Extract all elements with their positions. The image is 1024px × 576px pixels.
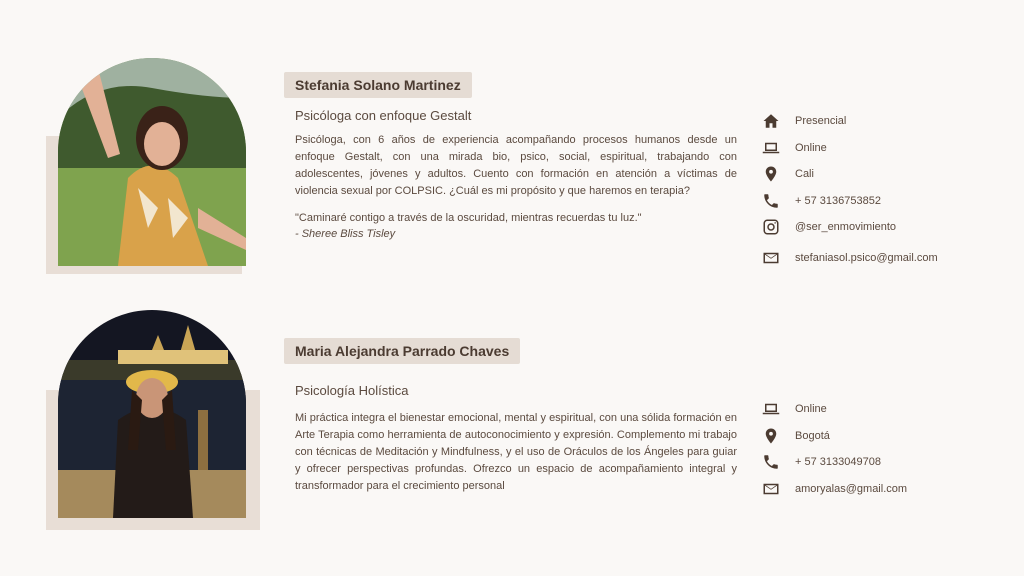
- contact-list: [760, 108, 1000, 271]
- contact-online-text: Online: [795, 403, 827, 416]
- profile-photo-maria: [58, 310, 246, 518]
- profile-name: Stefania Solano Martinez: [284, 72, 472, 98]
- location-pin-icon: [760, 164, 782, 184]
- location-pin-icon: [760, 426, 782, 446]
- profile-photo-frame: [46, 58, 260, 288]
- phone-icon: [760, 191, 782, 211]
- envelope-icon: [760, 248, 782, 268]
- contact-online: [760, 396, 1000, 423]
- contact-email[interactable]: [760, 245, 1000, 272]
- profile-name: Maria Alejandra Parrado Chaves: [284, 338, 520, 364]
- contact-instagram[interactable]: [760, 214, 1000, 241]
- profile-photo-frame: [46, 310, 260, 540]
- profile-bio: Mi práctica integra el bienestar emocional, mental y espiritual, con una sólida formación en Arte Terapia como herramienta de autoconocimiento y expresión. Complemento mi trabajo con técnicas de Meditación y Mindfulness, y el uso de Oráculos de los Ángeles para guiar y ofrecer perspectivas profundas. Ofrezco un espacio de acompañamiento integral y transformador para el crecimiento personal: [295, 412, 737, 492]
- contact-list: [760, 396, 1000, 502]
- home-icon: [760, 111, 782, 131]
- contact-online-text: Online: [795, 141, 827, 154]
- profile-specialty: Psicología Holística: [295, 383, 409, 398]
- contact-online: [760, 135, 1000, 162]
- contact-instagram-text[interactable]: @ser_enmovimiento: [795, 221, 897, 234]
- profile-card-maria: [0, 288, 1024, 576]
- contact-phone-text[interactable]: + 57 3133049708: [795, 456, 881, 469]
- contact-city-text: Cali: [795, 168, 814, 181]
- instagram-icon: [760, 217, 782, 237]
- contact-city: [760, 423, 1000, 450]
- envelope-icon: [760, 479, 782, 499]
- contact-phone-text[interactable]: + 57 3136753852: [795, 194, 881, 207]
- contact-mode: [760, 108, 1000, 135]
- contact-city-text: Bogotá: [795, 429, 830, 442]
- quote-author: - Sheree Bliss Tisley: [295, 228, 396, 240]
- quote-text: "Caminaré contigo a través de la oscuridad, mientras recuerdas tu luz.": [295, 212, 642, 224]
- contact-city: [760, 161, 1000, 188]
- profile-bio: Psicóloga, con 6 años de experiencia acompañando procesos humanos desde un enfoque Gestalt, con una mirada bio, psico, social, espiritual, trabajando con adolescentes, jóvenes y adultos. Cuento con formación en atención a víctimas de violencia sexual por COLPSIC. ¿Cuál es mi propósito y que haremos en terapia?: [295, 134, 737, 197]
- contact-email-text[interactable]: amoryalas@gmail.com: [795, 482, 908, 495]
- contact-mode-text: Presencial: [795, 115, 847, 128]
- laptop-icon: [760, 399, 782, 419]
- phone-icon: [760, 452, 782, 472]
- contact-email-text[interactable]: stefaniasol.psico@gmail.com: [795, 251, 938, 264]
- contact-phone[interactable]: [760, 188, 1000, 215]
- contact-phone[interactable]: [760, 449, 1000, 476]
- profile-photo-stefania: [58, 58, 246, 266]
- profile-quote: [295, 210, 642, 242]
- profile-specialty: Psicóloga con enfoque Gestalt: [295, 108, 472, 123]
- contact-email[interactable]: [760, 476, 1000, 503]
- laptop-icon: [760, 138, 782, 158]
